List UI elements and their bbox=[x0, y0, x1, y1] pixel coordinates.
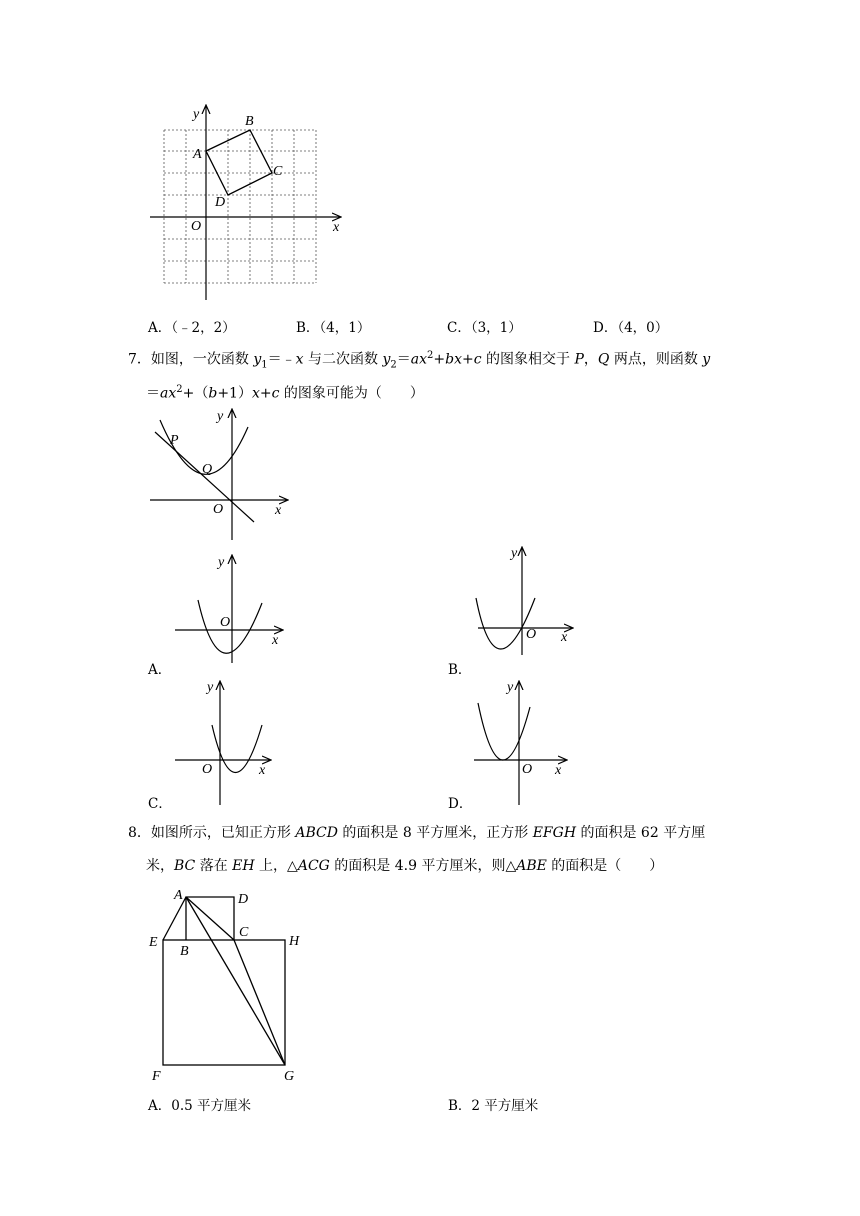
q8-label-c: C bbox=[239, 925, 249, 940]
q8-label-g: G bbox=[284, 1069, 295, 1084]
q8-option-b[interactable]: B．2 平方厘米 bbox=[448, 1098, 539, 1114]
q7-option-a-figure[interactable] bbox=[172, 550, 287, 665]
q7d-label-y: y bbox=[507, 680, 514, 695]
q7c-label-o: O bbox=[202, 762, 213, 777]
q7-main-figure bbox=[145, 405, 295, 545]
q7-option-a[interactable]: A． bbox=[148, 662, 172, 678]
q8-label-b: B bbox=[180, 944, 189, 959]
q7b-label-o: O bbox=[526, 627, 537, 642]
q6-label-y: y bbox=[193, 107, 200, 122]
q6-label-x: x bbox=[333, 220, 340, 235]
q7-option-c[interactable]: C． bbox=[148, 796, 172, 812]
q7c-label-y: y bbox=[207, 680, 214, 695]
q6-label-c: C bbox=[273, 164, 283, 179]
q6-quadrilateral-abcd bbox=[206, 130, 272, 195]
q6-option-b[interactable]: B．（4，1） bbox=[296, 320, 371, 336]
q8-label-d: D bbox=[238, 892, 249, 907]
q7a-label-o: O bbox=[220, 615, 231, 630]
q8-segment-cg bbox=[234, 940, 285, 1065]
q7-label-q: Q bbox=[202, 462, 213, 477]
q7b-label-x: x bbox=[561, 630, 568, 645]
q7-question-line2: $=ax^2+(b+1)x+c$ 的图象可能为（ ） bbox=[146, 384, 424, 402]
q7d-parabola bbox=[478, 703, 530, 760]
q8-label-h: H bbox=[289, 934, 300, 949]
q7-option-c-figure[interactable] bbox=[172, 676, 287, 806]
q7d-label-o: O bbox=[522, 762, 533, 777]
q8-label-f: F bbox=[152, 1069, 161, 1084]
q7-label-x: x bbox=[275, 503, 282, 518]
q6-label-b: B bbox=[245, 114, 254, 129]
q6-grid-figure bbox=[140, 100, 340, 300]
q6-option-c[interactable]: C．（3，1） bbox=[447, 320, 522, 336]
q7-label-y: y bbox=[217, 409, 224, 424]
q8-label-a: A bbox=[174, 888, 183, 903]
q8-question-line2: 米，BC 落在 EH 上，△ACG 的面积是 4.9 平方厘米，则△ABE 的面积是（ ） bbox=[146, 858, 664, 874]
q6-grid-lines bbox=[164, 130, 316, 283]
q6-option-a[interactable]: A．（﹣2，2） bbox=[148, 320, 236, 336]
q7-label-p: P bbox=[170, 433, 179, 448]
q7-question-line1: 7．如图，一次函数 $y_1=﹣x$ 与二次函数 $y_2=ax^2+bx+c$ 的图象相交于 P，Q 两点，则函数 y bbox=[128, 350, 711, 371]
q8-segment-ag bbox=[186, 897, 285, 1065]
q7-option-d-figure[interactable] bbox=[468, 676, 583, 806]
q8-segment-ae bbox=[163, 897, 186, 940]
q7a-label-x: x bbox=[272, 633, 279, 648]
q7-option-b[interactable]: B． bbox=[448, 662, 472, 678]
q8-segment-ac bbox=[186, 897, 234, 940]
q7-option-d[interactable]: D． bbox=[448, 796, 473, 812]
q7-option-b-figure[interactable] bbox=[468, 542, 583, 657]
q6-label-a: A bbox=[193, 147, 202, 162]
q8-label-e: E bbox=[149, 935, 158, 950]
q6-option-d[interactable]: D．（4，0） bbox=[593, 320, 669, 336]
q8-option-a[interactable]: A．0.5 平方厘米 bbox=[148, 1098, 252, 1114]
q7b-label-y: y bbox=[511, 546, 518, 561]
q8-squares-figure bbox=[145, 885, 305, 1085]
q7-label-o: O bbox=[213, 502, 224, 517]
q7d-label-x: x bbox=[555, 763, 562, 778]
q6-label-d: D bbox=[215, 195, 226, 210]
q7c-label-x: x bbox=[259, 763, 266, 778]
q7a-label-y: y bbox=[218, 555, 225, 570]
q6-label-o: O bbox=[191, 219, 202, 234]
q8-question-line1: 8．如图所示，已知正方形 ABCD 的面积是 8 平方厘米，正方形 EFGH 的面积是 62 平方厘 bbox=[128, 825, 706, 841]
